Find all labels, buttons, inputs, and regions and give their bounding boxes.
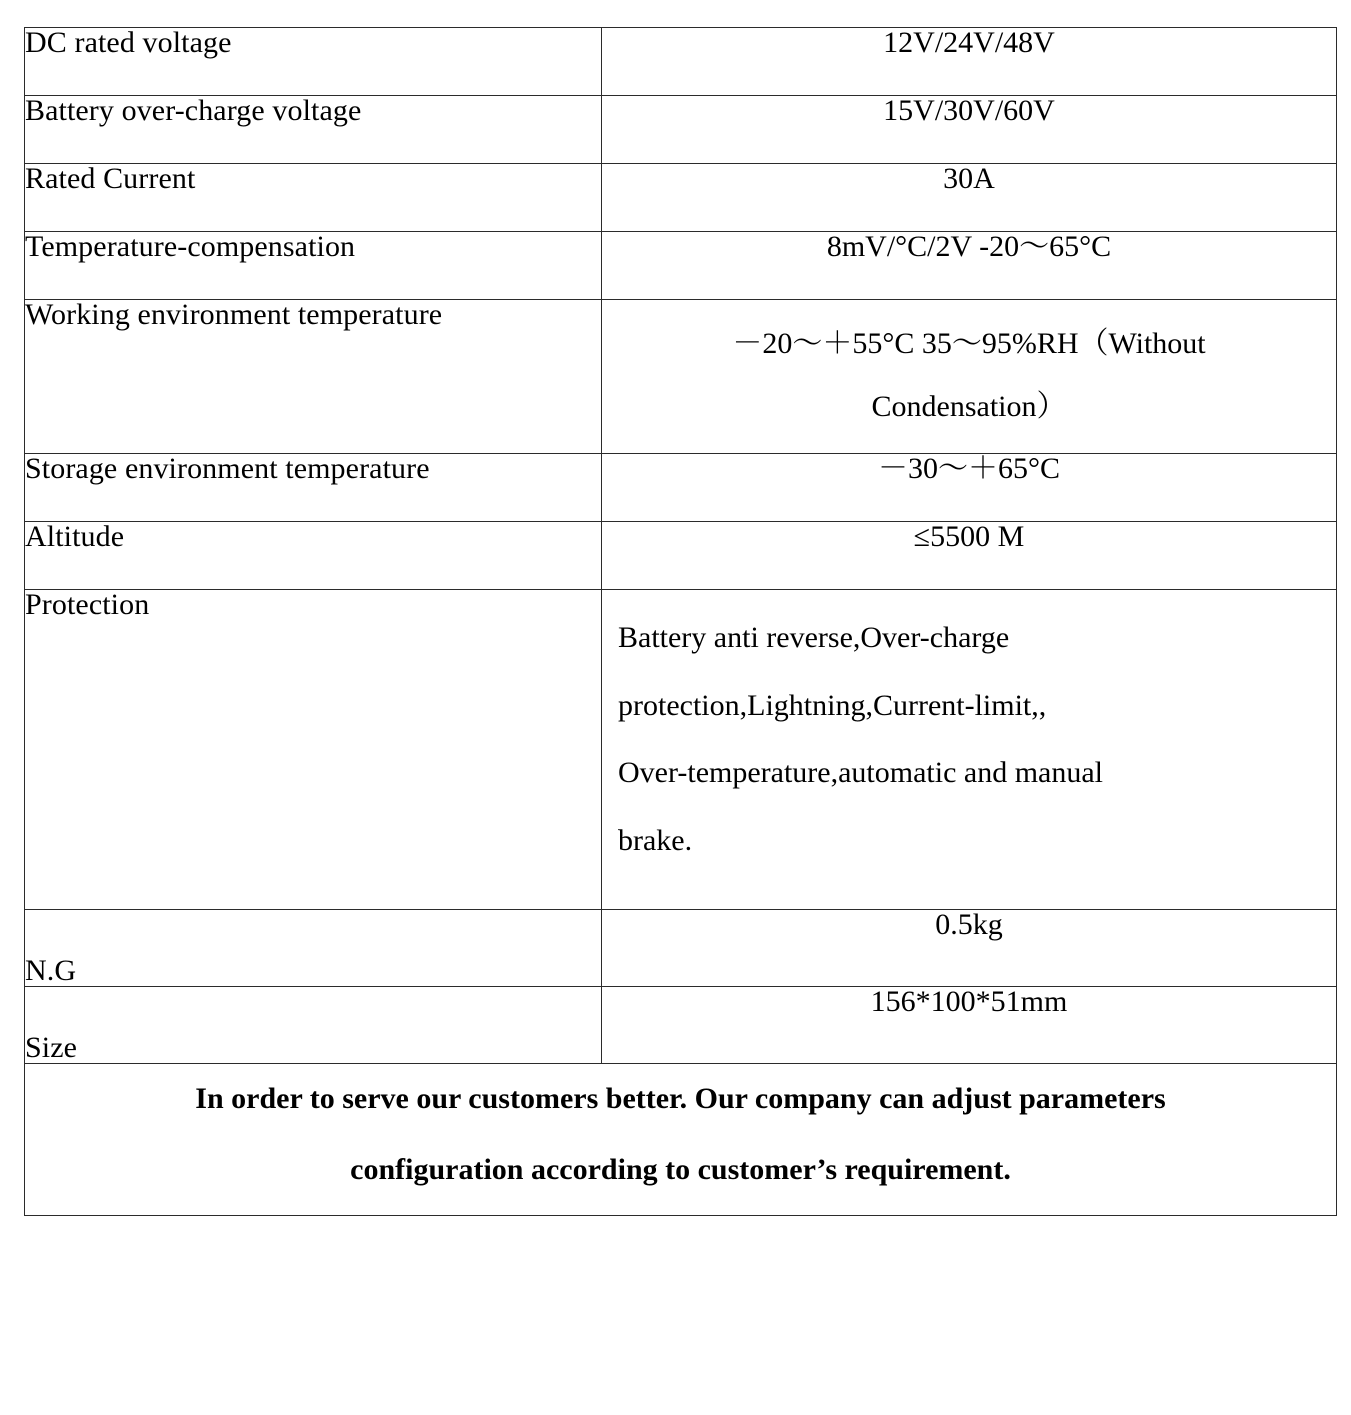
spec-label-battery-over-charge-voltage: Battery over-charge voltage	[25, 96, 602, 164]
table-row	[25, 454, 1337, 522]
table-row	[25, 232, 1337, 300]
spec-label-storage-environment-temperature: Storage environment temperature	[25, 454, 602, 522]
table-footer-row	[25, 1064, 1337, 1216]
spec-label-size: Size	[25, 987, 602, 1064]
table-row	[25, 987, 1337, 1064]
spec-label-rated-current: Rated Current	[25, 164, 602, 232]
value-line-4: brake.	[618, 823, 693, 857]
value-line-1: Battery anti reverse,Over-charge	[618, 621, 1010, 654]
spec-value-altitude: ≤5500 M	[602, 522, 1337, 590]
spec-value-storage-environment-temperature: －30～＋65°C	[602, 454, 1337, 522]
value-line-1: －20～＋55°C 35～95%RH（Without	[732, 327, 1206, 360]
spec-value-working-environment-temperature	[602, 300, 1337, 454]
table-row	[25, 28, 1337, 96]
specification-table	[24, 27, 1337, 1216]
spec-label-temperature-compensation: Temperature-compensation	[25, 232, 602, 300]
spec-value-battery-over-charge-voltage: 15V/30V/60V	[602, 96, 1337, 164]
table-row	[25, 300, 1337, 454]
spec-value-net-weight: 0.5kg	[602, 910, 1337, 987]
customization-note	[25, 1064, 1337, 1216]
value-line-3: Over-temperature,automatic and manual	[618, 756, 1104, 789]
spec-value-temperature-compensation: 8mV/°C/2V -20～65°C	[602, 232, 1337, 300]
spec-value-dc-rated-voltage: 12V/24V/48V	[602, 28, 1337, 96]
spec-label-dc-rated-voltage: DC rated voltage	[25, 28, 602, 96]
spec-label-working-environment-temperature: Working environment temperature	[25, 300, 602, 454]
spec-value-size: 156*100*51mm	[602, 987, 1337, 1064]
table-row	[25, 522, 1337, 590]
value-line-2: Condensation）	[871, 390, 1067, 423]
spec-label-protection: Protection	[25, 590, 602, 910]
spec-label-altitude: Altitude	[25, 522, 602, 590]
value-line-2: protection,Lightning,Current-limit,,	[618, 688, 1047, 722]
table-row	[25, 96, 1337, 164]
note-line-2: configuration according to customer’s requirement.	[350, 1152, 1011, 1186]
table-row	[25, 590, 1337, 910]
table-row	[25, 164, 1337, 232]
note-line-1: In order to serve our customers better. Our company can adjust parameters	[195, 1082, 1166, 1115]
spec-value-protection	[602, 590, 1337, 910]
spec-label-net-weight: N.G	[25, 910, 602, 987]
table-row	[25, 910, 1337, 987]
spec-value-rated-current: 30A	[602, 164, 1337, 232]
